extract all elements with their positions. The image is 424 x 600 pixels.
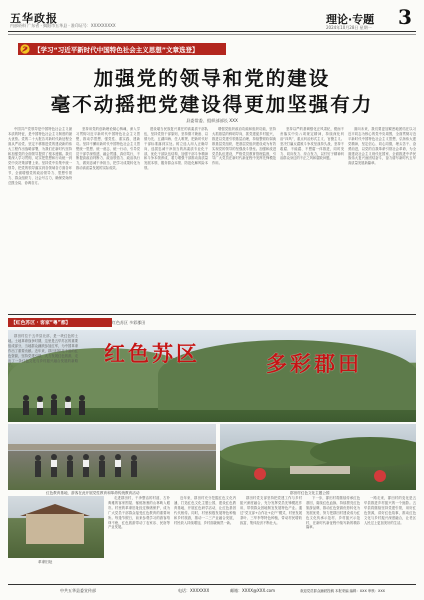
article-paragraph: 坚持以严的基调强化正风肃纪，锲而不舍落实中央八项规定精神，持续深化纠治“四风”，重点纠治形式主义、官僚主义。坚决打赢反腐败斗争攻坚战持久战，坚持不敢腐、不能腐、不想腐一体推进，同时发力、同向发力、综合发力，以钉钉子精神纠治群众身边的不正之风和腐败问题。 (280, 127, 344, 161)
issue-date: 2024年10月28日 星期一 (326, 25, 372, 30)
footer-phone: 电话：XXXXXXX (178, 588, 210, 593)
article-byline: 县委常委、组织部部长 XXX (186, 118, 238, 123)
feature-paragraph: 走进郡田村，干净整洁的村道、古朴典雅的客家围屋、郁郁葱葱的山林映入眼帘。村里的革命旧址经过修缮保护，成为广大党员干部群众接受红色教育的重要场所。每逢节假日，前来参观学习的游客络绎不绝，红色旅游带动了农家乐、民宿等产业发展。 (108, 496, 170, 530)
article-paragraph: 面向未来，我们要更加紧密地团结在以习近平同志为核心的党中央周围，全面贯彻习近平新时代中国特色社会主义思想，弘扬伟大建党精神，坚定信心、同心同德，埋头苦干、奋勇前进，以党的自我革命引领社会革命，为全面建设社会主义现代化国家、全面推进中华民族伟大复兴而团结奋斗，奋力谱写新时代五华高质量发展新篇章。 (348, 127, 416, 166)
feature-column-5 (306, 496, 360, 570)
photo-caption-a: 红色教育基地，游客在此开展党性教育和革命传统教育活动 (46, 491, 140, 495)
feature-banner-text: 【红色苏区 · 客家“粤”都】 (11, 321, 71, 326)
article-column-6 (348, 127, 416, 311)
section-divider (8, 314, 416, 315)
article-paragraph: 中国共产党领导是中国特色社会主义最本质的特征，是中国特色社会主义制度的最大优势。党的二十大报告对新时代新征程全面从严治党、坚定不移推进党的建设新的伟大工程作出战略部署，为我们在新时代坚持和加强党的全面领导提供了根本遵循。我们要深入学习贯彻，切实把思想和行动统一到党中央决策部署上来。坚持党中央集中统一领导，把党的领导落实到各领域各方面各环节，全面增强党的政治领导力、思想引领力、群众组织力、社会号召力，确保党始终总揽全局、协调各方。 (8, 127, 72, 185)
column-banner-text: 【学习“习近平新时代中国特色社会主义思想”文章选登】 (34, 46, 199, 54)
footer-note: 欢迎党员群众踊跃投稿 本报采编 编辑：XXX 审核：XXX (300, 589, 385, 593)
feature-paragraph: 一路走来，郡田村的变化是五华县推进乡村振兴的一个缩影。五华县将继续坚持党建引领，用好红色资源，讲好红色故事，推动红色文化与乡村振兴深度融合，让老区人民过上更加美好的生活。 (364, 496, 416, 525)
feature-column-6 (364, 496, 416, 570)
feature-column-4 (240, 496, 302, 570)
article-title-line2: 毫不动摇把党建设得更加坚强有力 (50, 93, 374, 116)
park-illustration (220, 424, 416, 490)
masthead-name: 五华政报 (10, 12, 58, 25)
footer-email: 邮箱：XXXX@XXX.com (230, 588, 275, 593)
party-emblem-icon (20, 44, 30, 54)
section-name: 理论·专题 (326, 13, 375, 26)
feature-photo-c (8, 496, 104, 558)
feature-paragraph: 郡田村党支部坚持把党建工作与乡村振兴深度融合，充分发挥党员先锋模范作用，带领群众因地制宜发展特色产业。通过“党支部+合作社+农户”模式，村里发展茶叶、三华李等特色种植，带动村民增收致富，集体经济不断壮大。 (240, 496, 302, 525)
feature-paragraph: 郡田村位于五华县北部，是一块红色的土地。土地革命战争时期，这里是五华苏区的重要组成部分，当地群众踊跃参加红军，为中国革命作出了重要贡献。近年来，郡田村依托丰富的红色资源，坚持党建引领，大力发展红色旅游，走出了一条红色文化与乡村振兴融合发展的新路子。 (8, 334, 78, 368)
article-title-line1: 加强党的领导和党的建设 (93, 67, 331, 90)
article-column-4 (212, 127, 276, 311)
group-visit-illustration (8, 424, 216, 490)
photo-title-colorful-village: 多彩郡田 (266, 351, 362, 376)
feature-photo-a (8, 424, 216, 490)
footer-rule (8, 584, 416, 585)
article-column-5 (280, 127, 344, 311)
footer-publisher: 中共五华县委宣传部 (60, 588, 96, 593)
page-number: 3 (398, 5, 412, 29)
feature-paragraph: 近年来，郡田村充分挖掘红色文化内涵，打造红色文化主题公园，建设红色教育基地，开展红色研学活动，让红色基因代代相传。同时，村里积极发展特色种植和乡村旅游，推动一二三产业融合发展，村民收入持续增加，乡村面貌焕然一新。 (174, 496, 236, 525)
feature-photo-b (220, 424, 416, 490)
photo-caption-c: 革命旧址 (38, 560, 53, 564)
masthead-rule-thin (8, 34, 416, 35)
article-paragraph: 增强党组织政治功能和组织功能，坚持大抓基层的鲜明导向，抓党建促乡村振兴，推进以党建引领基层治理，持续整顿软弱涣散基层党组织，把基层党组织建设成为有效实现党的领导的坚强战斗堡垒。加强和改进党员队伍建设，严格党员教育管理监督，引导广大党员在新时代新征程中发挥先锋模范作用。 (212, 127, 276, 166)
feature-column-3 (174, 496, 236, 570)
photo-title-red-area: 红色苏区 (104, 341, 200, 366)
feature-column-1 (8, 334, 78, 420)
masthead-rule (8, 31, 416, 32)
article-column-2 (76, 127, 140, 311)
article-paragraph: 建设堪当民族复兴重任的高素质干部队伍，坚持党管干部原则，坚持德才兼备、以德为先、五湖四海、任人唯贤，把新时代好干部标准落到实处。树立选人用人正确导向，选拔忠诚干净担当的高素质专业化干部，优化干部队伍结构，加强干部斗争精神和斗争本领养成，着力增强干部推动高质量发展本领、服务群众本领、防范化解风险本领。 (144, 127, 208, 171)
feature-column-2 (108, 496, 170, 570)
article-paragraph: 坚持用党的创新理论凝心铸魂，深入学习贯彻习近平新时代中国特色社会主义思想，推动学思想、强党性、重实践、建新功。坚持不懈用新时代中国特色社会主义思想统一思想、统一意志、统一行动，引导党员干部学深悟透、融会贯通、真信笃行，不断提高政治判断力、政治领悟力、政治执行力，做到忠诚干净担当，把学习成果转化为推动高质量发展的实际成效。 (76, 127, 140, 171)
masthead-subline: 内部资料 广东省 · 揭阳市五华县 · 准印证号：XXXXXXXXX (10, 23, 116, 28)
building-wall (26, 514, 84, 544)
article-column-3 (144, 127, 208, 311)
article-column-1 (8, 127, 72, 311)
feature-subtitle: 红色苏区 多彩郡田 (112, 320, 146, 325)
feature-paragraph: 下一步，郡田村将继续传承红色基因，赓续红色血脉，持续擦亮红色旅游品牌，推动红色资源优势转化为发展优势，努力把郡田村建设成为红色文化传承示范村、乡村振兴示范村，在新时代新征程中续写新的精彩篇章。 (306, 496, 360, 530)
photo-caption-b: 郡田村红色文化主题公园 (290, 491, 330, 495)
